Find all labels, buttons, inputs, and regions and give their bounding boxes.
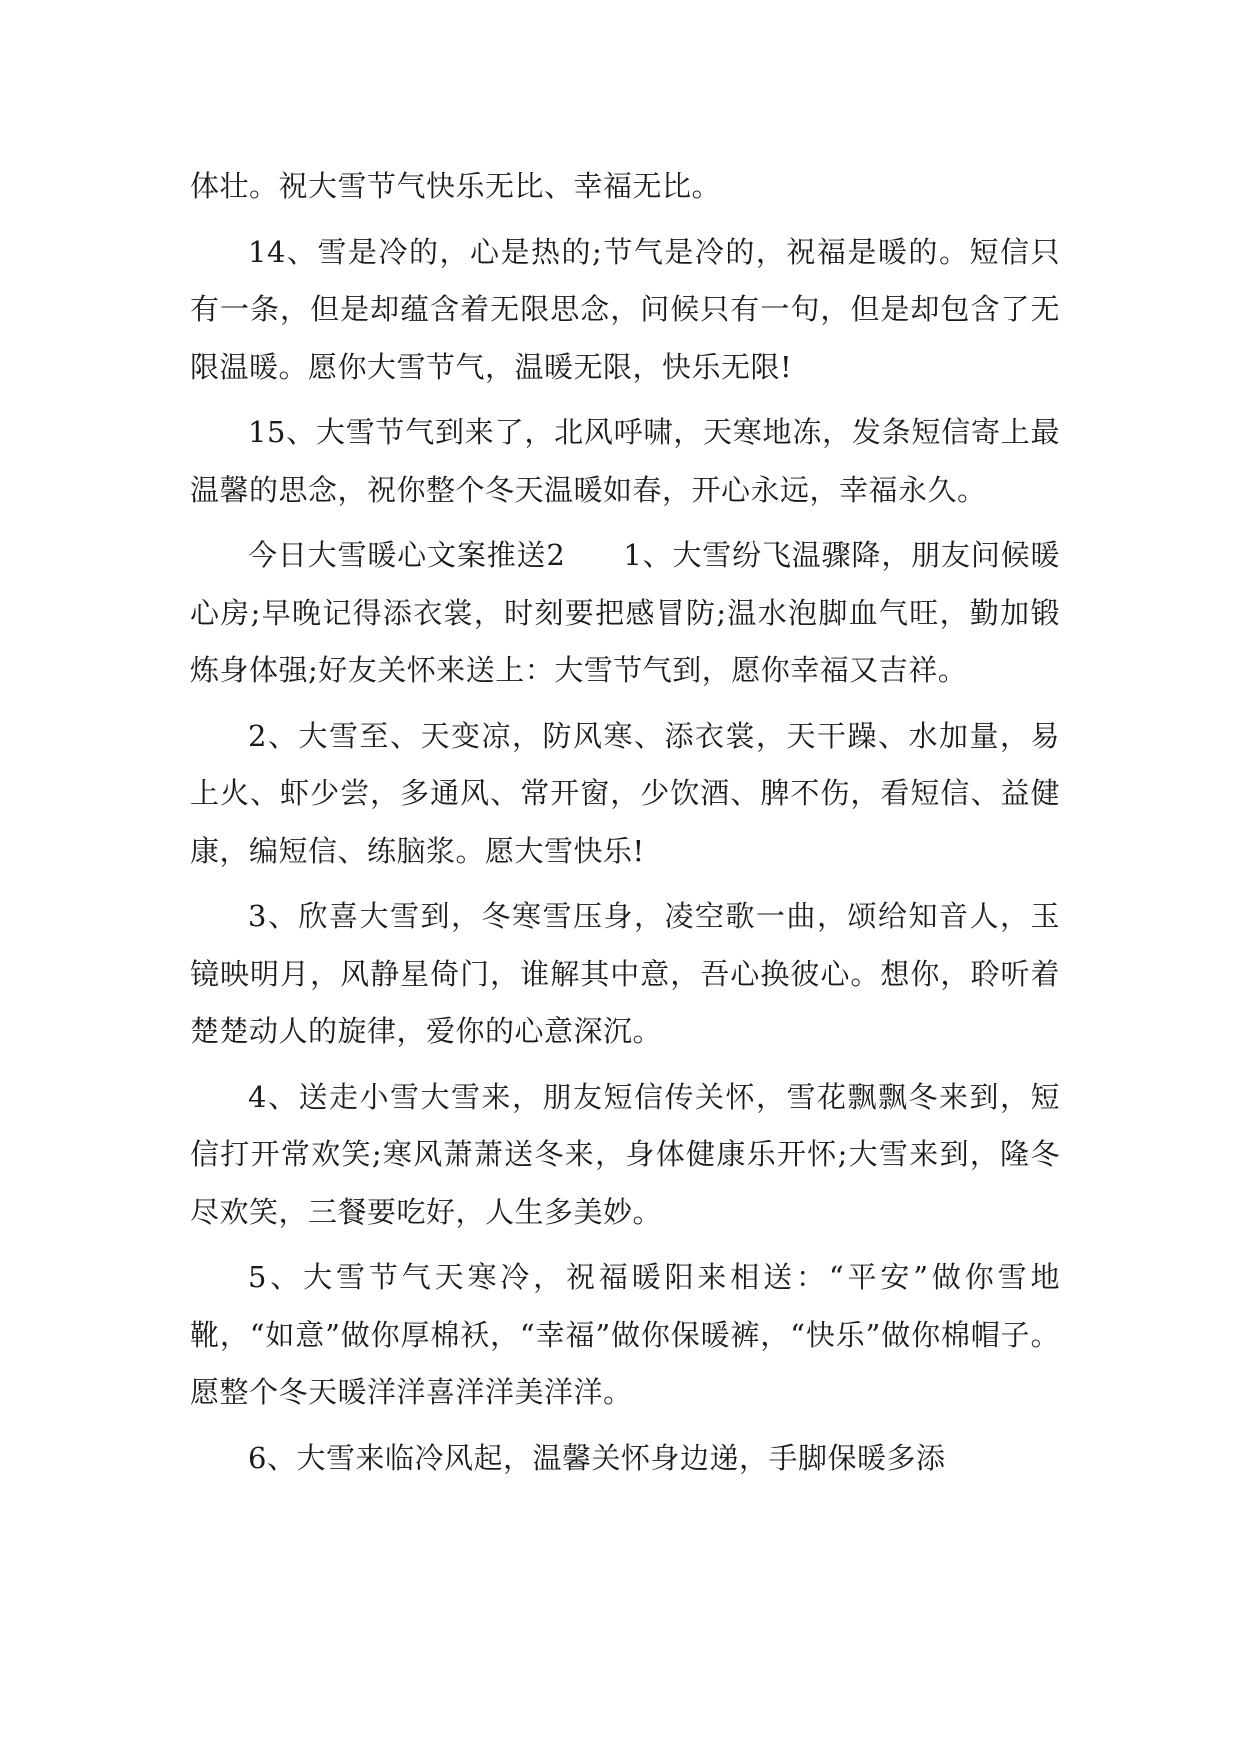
list-item: 5、大雪节气天寒冷，祝福暖阳来相送：“平安”做你雪地靴，“如意”做你厚棉袄，“幸福”做你保暖裤，“快乐”做你棉帽子。愿整个冬天暖洋洋喜洋洋美洋洋。 bbox=[190, 1260, 1060, 1409]
section-paragraph bbox=[190, 527, 1060, 700]
list-item: 6、大雪来临冷风起，温馨关怀身边递，手脚保暖多添 bbox=[248, 1440, 946, 1475]
paragraph: 14、雪是冷的，心是热的;节气是冷的，祝福是暖的。短信只有一条，但是却蕴含着无限思念，问候只有一句，但是却包含了无限温暖。愿你大雪节气，温暖无限，快乐无限! bbox=[190, 234, 1060, 384]
list-item: 4、送走小雪大雪来，朋友短信传关怀，雪花飘飘冬来到，短信打开常欢笑;寒风萧萧送冬来，身体健康乐开怀;大雪来到，隆冬尽欢笑，三餐要吃好，人生多美妙。 bbox=[190, 1079, 1060, 1229]
paragraph: 体壮。祝大雪节气快乐无比、幸福无比。 bbox=[190, 169, 722, 203]
paragraph: 15、大雪节气到来了，北风呼啸，天寒地冻，发条短信寄上最温馨的思念，祝你整个冬天温暖如春，开心永远，幸福永久。 bbox=[190, 415, 1060, 507]
section-heading: 今日大雪暖心文案推送2 bbox=[248, 538, 566, 572]
list-item: 1、大雪纷飞温骤降，朋友问候暖心房;早晚记得添衣裳，时刻要把感冒防;温水泡脚血气旺，勤加锻炼身体强;好友关怀来送上：大雪节气到，愿你幸福又吉祥。 bbox=[190, 538, 1061, 687]
document-body bbox=[190, 158, 1060, 1495]
list-item: 2、大雪至、天变凉，防风寒、添衣裳，天干躁、水加量，易上火、虾少尝，多通风、常开窗，少饮酒、脾不伤，看短信、益健康，编短信、练脑浆。愿大雪快乐! bbox=[190, 718, 1060, 868]
list-item: 3、欣喜大雪到，冬寒雪压身，凌空歌一曲，颂给知音人，玉镜映明月，风静星倚门，谁解其中意，吾心换彼心。想你，聆听着楚楚动人的旋律，爱你的心意深沉。 bbox=[190, 899, 1060, 1048]
